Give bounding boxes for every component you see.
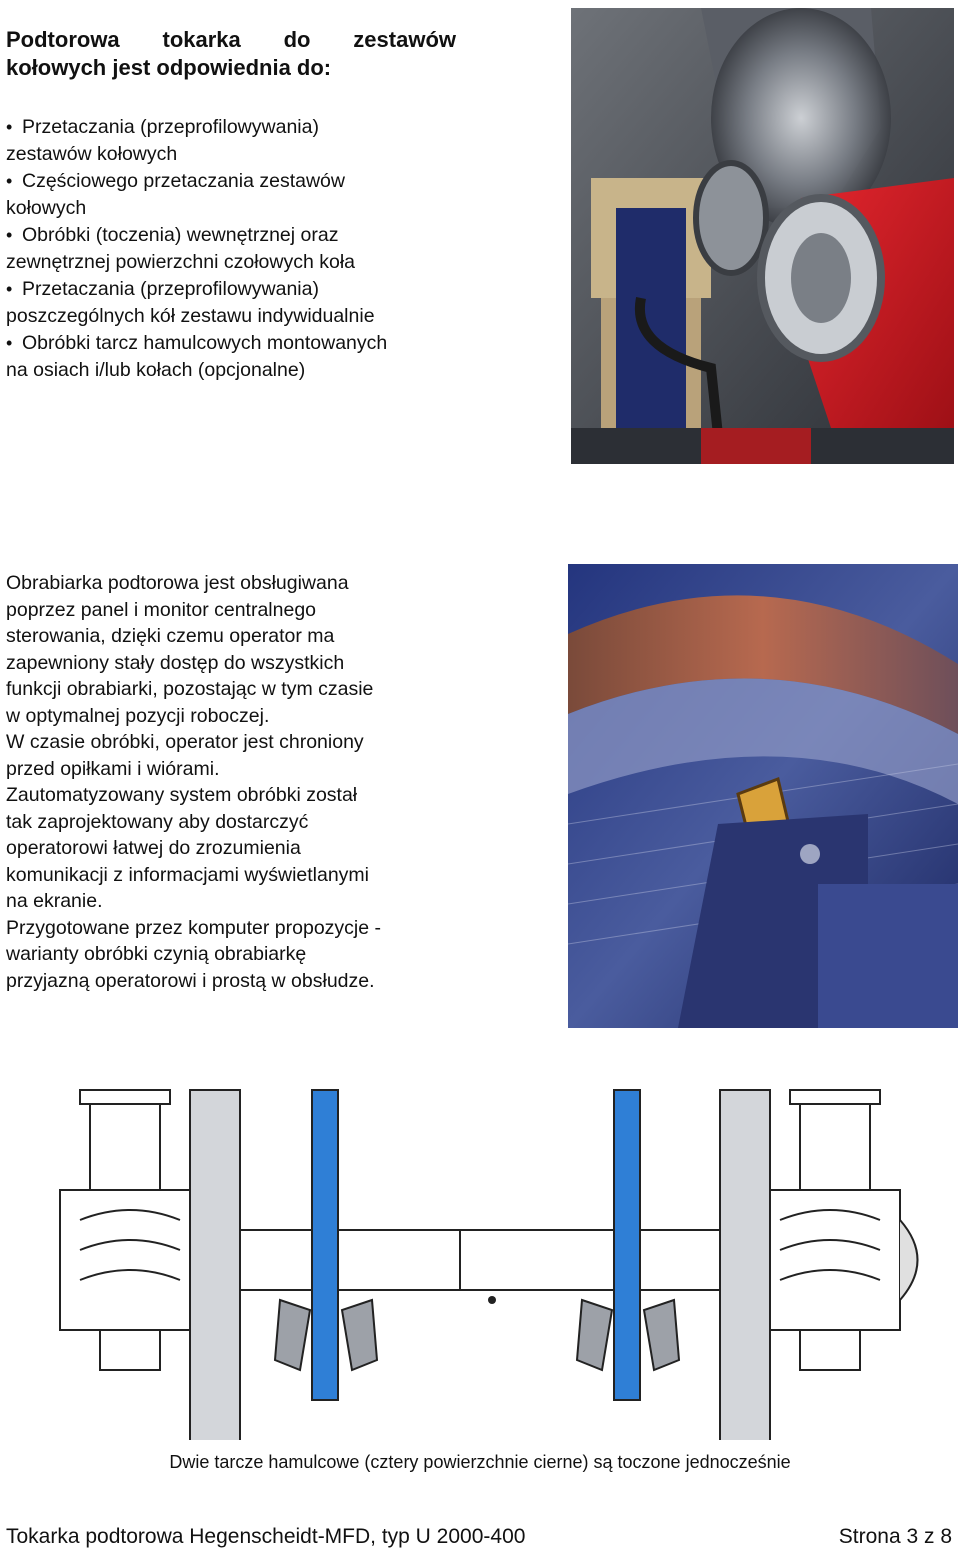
list-item-text: Obróbki tarcz hamulcowych montowanych [22,332,388,354]
list-item-text-continued: kołowych [6,197,87,219]
description-line: Zautomatyzowany system obróbki został [6,784,358,806]
list-item-text: Przetaczania (przeprofilowywania) [22,278,319,300]
description-line: przed opiłkami i wiórami. [6,757,220,780]
axlebox-right [770,1090,918,1370]
cutting-tool-photo [568,564,958,1028]
description-line: Przygotowane przez komputer propozycje - [6,916,382,939]
wheel-right [720,1090,770,1440]
description-line: W czasie obróbki, operator jest chroniony [6,731,364,753]
description-line: zapewniony stały dostęp do wszystkich [6,651,345,674]
list-item-text-continued: zewnętrznej powierzchni czołowych koła [6,251,355,273]
list-item-text: Obróbki (toczenia) wewnętrznej oraz [22,224,339,246]
description-line: na ekranie. [6,890,103,912]
brake-disc-left [312,1090,338,1400]
list-item-text-continued: na osiach i/lub kołach (opcjonalne) [6,359,306,381]
list-item-text: Przetaczania (przeprofilowywania) [22,116,319,138]
list-item [6,330,466,384]
wheel-left [190,1090,240,1440]
description-line: tak zaprojektowany aby dostarczyć [6,810,309,833]
description-line: funkcji obrabiarki, pozostając w tym czasie [6,678,374,700]
footer-document-title: Tokarka podtorowa Hegenscheidt-MFD, typ U 2000-400 [6,1525,526,1548]
heading-line: Podtorowa tokarka do zestawów [6,27,456,52]
description-line: poprzez panel i monitor centralnego [6,598,317,621]
footer-page-number: Strona 3 z 8 [838,1525,952,1548]
wheelset-diagram [0,1050,960,1440]
list-item [6,276,466,330]
description-line: sterowania, dzięki czemu operator ma [6,625,335,647]
heading-line: kołowych jest odpowiednia do: [6,55,332,80]
description-line: operatorowi łatwej do zrozumienia [6,837,301,859]
description-line: warianty obróbki czynią obrabiarkę [6,943,307,965]
brake-disc-right [614,1090,640,1400]
list-item-text-continued: poszczególnych kół zestawu indywidualnie [6,305,375,327]
list-item [6,168,466,222]
description-line: Obrabiarka podtorowa jest obsługiwana [6,572,349,594]
list-item [6,114,466,168]
description-text [6,570,466,994]
axlebox-left [60,1090,190,1370]
description-line: komunikacji z informacjami wyświetlanymi [6,863,370,886]
application-list [6,114,466,384]
list-item [6,222,466,276]
description-line: przyjazną operatorowi i prostą w obsłudze. [6,969,375,992]
page-heading [6,26,456,82]
axle [180,1230,780,1290]
machine-photo-wheel-head [571,8,954,464]
diagram-caption: Dwie tarcze hamulcowe (cztery powierzchnie cierne) są toczone jednocześnie [169,1452,791,1472]
list-item-text: Częściowego przetaczania zestawów [22,170,345,192]
description-line: w optymalnej pozycji roboczej. [6,704,270,727]
list-item-text-continued: zestawów kołowych [6,143,178,165]
